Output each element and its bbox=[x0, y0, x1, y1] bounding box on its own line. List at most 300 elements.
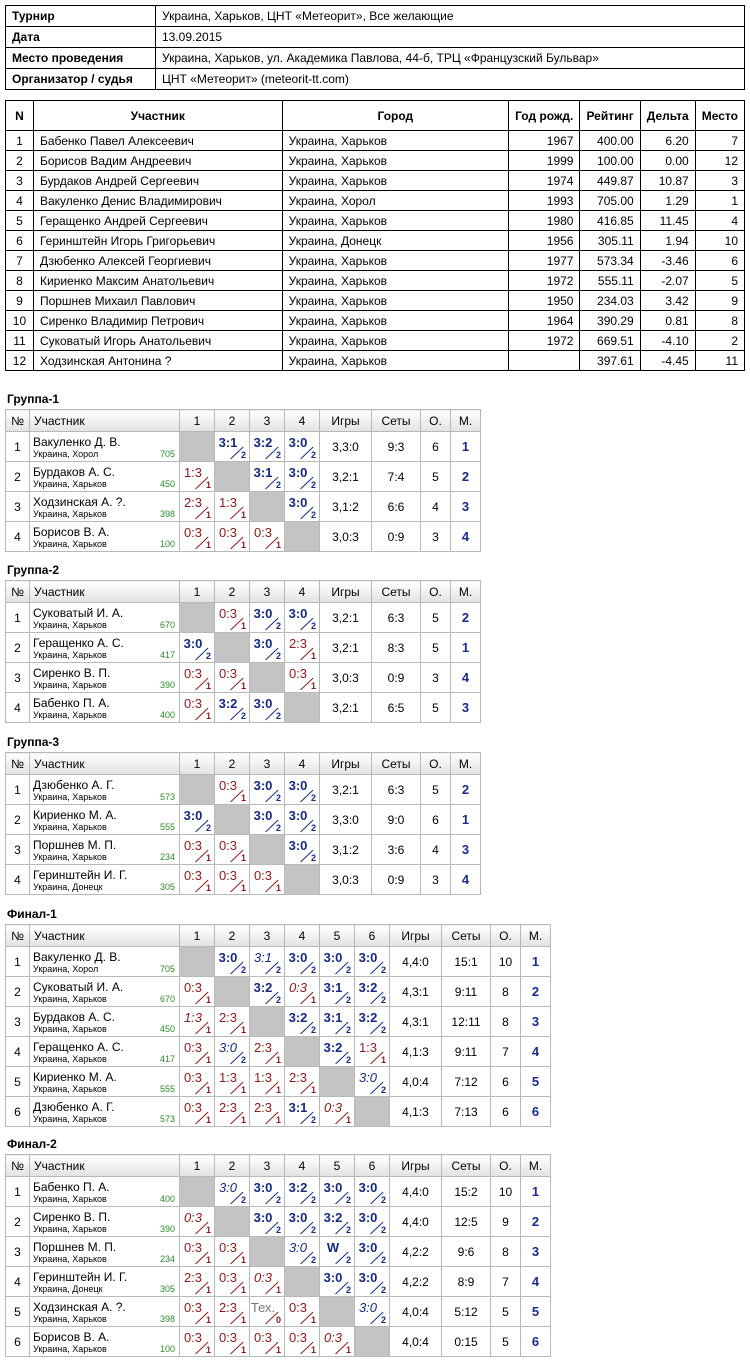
group-row bbox=[6, 1237, 551, 1267]
participant-cell: 4 bbox=[695, 211, 744, 231]
match-score bbox=[250, 1327, 284, 1356]
score-cell bbox=[215, 492, 250, 522]
sets-cell: 0:9 bbox=[372, 865, 421, 895]
sets-cell: 9:3 bbox=[372, 432, 421, 462]
sets-cell: 5:12 bbox=[442, 1297, 491, 1327]
participants-header-cell: Рейтинг bbox=[580, 101, 640, 131]
player-city: Украина, Харьков bbox=[33, 620, 107, 630]
player-cell bbox=[30, 865, 180, 895]
score-value: 3:0 bbox=[253, 1210, 273, 1225]
participant-cell: 8 bbox=[695, 311, 744, 331]
score-points: 1 bbox=[205, 1085, 211, 1095]
participant-cell: 7 bbox=[695, 131, 744, 151]
row-number: 3 bbox=[6, 663, 30, 693]
score-points: 1 bbox=[310, 1085, 316, 1095]
info-row bbox=[6, 48, 745, 69]
score-points: 1 bbox=[240, 510, 246, 520]
participant-cell: Украина, Харьков bbox=[282, 271, 508, 291]
participant-cell: 11.45 bbox=[640, 211, 695, 231]
participant-cell: 0.00 bbox=[640, 151, 695, 171]
score-points: 2 bbox=[240, 965, 246, 975]
score-points: 1 bbox=[205, 510, 211, 520]
place-cell: 4 bbox=[451, 522, 481, 552]
match-score bbox=[355, 947, 389, 976]
points-cell: 6 bbox=[491, 1097, 521, 1127]
participant-cell: 1950 bbox=[509, 291, 580, 311]
player-info bbox=[33, 710, 176, 720]
score-points: 1 bbox=[205, 1345, 211, 1355]
score-cell bbox=[355, 947, 390, 977]
score-points: 2 bbox=[275, 651, 281, 661]
participant-cell: 8 bbox=[6, 271, 34, 291]
match-score bbox=[285, 947, 319, 976]
player-info bbox=[33, 449, 176, 459]
match-score bbox=[355, 1037, 389, 1066]
score-value: 3:0 bbox=[288, 1240, 308, 1255]
group-header-sets: Сеты bbox=[372, 581, 421, 603]
place-cell: 5 bbox=[521, 1297, 551, 1327]
group-table bbox=[5, 409, 481, 552]
participant-cell: 390.29 bbox=[580, 311, 640, 331]
match-score bbox=[215, 1297, 249, 1326]
participant-cell: 573.34 bbox=[580, 251, 640, 271]
sets-cell: 9:11 bbox=[442, 1037, 491, 1067]
player-rating: 234 bbox=[159, 1254, 175, 1264]
score-cell bbox=[285, 1297, 320, 1327]
score-cell bbox=[215, 1267, 250, 1297]
player-city: Украина, Харьков bbox=[33, 1314, 107, 1324]
score-value: 3:0 bbox=[288, 778, 308, 793]
place-cell: 2 bbox=[451, 603, 481, 633]
player-rating: 417 bbox=[159, 650, 175, 660]
player-name: Борисов В. А. bbox=[33, 525, 110, 539]
score-cell bbox=[180, 603, 215, 633]
match-score bbox=[355, 1067, 389, 1096]
match-score bbox=[180, 492, 214, 521]
participant-cell: Бурдаков Андрей Сергеевич bbox=[33, 171, 282, 191]
participants-header-cell: N bbox=[6, 101, 34, 131]
match-score bbox=[250, 1177, 284, 1206]
group-header-points: О. bbox=[421, 581, 451, 603]
score-points: 2 bbox=[380, 965, 386, 975]
score-points: 2 bbox=[275, 995, 281, 1005]
score-points: 1 bbox=[380, 1055, 386, 1065]
match-score bbox=[320, 1037, 354, 1066]
match-score bbox=[215, 1327, 249, 1356]
score-value: 3:0 bbox=[358, 1180, 378, 1195]
score-points: 2 bbox=[310, 823, 316, 833]
player-city: Украина, Харьков bbox=[33, 792, 107, 802]
score-points: 2 bbox=[310, 853, 316, 863]
participant-cell: Поршнев Михаил Павлович bbox=[33, 291, 282, 311]
score-value: 0:3 bbox=[183, 1100, 203, 1115]
score-cell bbox=[320, 1067, 355, 1097]
match-score bbox=[215, 775, 249, 804]
player-rating: 555 bbox=[159, 1084, 175, 1094]
sets-cell: 6:3 bbox=[372, 775, 421, 805]
match-score bbox=[250, 1067, 284, 1096]
score-points: 2 bbox=[275, 1225, 281, 1235]
participant-cell: Украина, Харьков bbox=[282, 291, 508, 311]
row-number: 1 bbox=[6, 432, 30, 462]
participant-cell: 1 bbox=[6, 131, 34, 151]
score-value: 2:3 bbox=[218, 1100, 238, 1115]
score-value: 3:0 bbox=[288, 606, 308, 621]
match-score bbox=[250, 1037, 284, 1066]
player-cell bbox=[30, 1297, 180, 1327]
score-cell bbox=[180, 663, 215, 693]
participant-cell: 400.00 bbox=[580, 131, 640, 151]
participant-cell: Геринштейн Игорь Григорьевич bbox=[33, 231, 282, 251]
match-score bbox=[285, 462, 319, 491]
score-value: 3:0 bbox=[218, 950, 238, 965]
score-points: 2 bbox=[275, 480, 281, 490]
match-score bbox=[320, 1097, 354, 1126]
score-cell bbox=[215, 1207, 250, 1237]
participant-row bbox=[6, 151, 745, 171]
score-value: 3:0 bbox=[323, 1270, 343, 1285]
sets-cell: 15:1 bbox=[442, 947, 491, 977]
group-header-row bbox=[6, 1155, 551, 1177]
games-cell: 3,3:0 bbox=[320, 432, 372, 462]
place-cell: 2 bbox=[521, 1207, 551, 1237]
participant-cell: Геращенко Андрей Сергеевич bbox=[33, 211, 282, 231]
group-row bbox=[6, 432, 481, 462]
points-cell: 8 bbox=[491, 1237, 521, 1267]
score-cell bbox=[180, 462, 215, 492]
score-cell bbox=[180, 522, 215, 552]
score-value: 1:3 bbox=[218, 1070, 238, 1085]
participant-cell: 6 bbox=[6, 231, 34, 251]
score-value: 2:3 bbox=[218, 1300, 238, 1315]
row-number: 3 bbox=[6, 492, 30, 522]
score-value: 0:3 bbox=[183, 666, 203, 681]
score-cell bbox=[180, 1267, 215, 1297]
match-score bbox=[215, 603, 249, 632]
info-key: Организатор / судья bbox=[6, 69, 156, 90]
games-cell: 4,3:1 bbox=[390, 977, 442, 1007]
participant-cell: 1993 bbox=[509, 191, 580, 211]
match-score bbox=[355, 1207, 389, 1236]
group-row bbox=[6, 1327, 551, 1357]
match-score bbox=[215, 1097, 249, 1126]
score-value: 3:0 bbox=[253, 606, 273, 621]
participant-cell: Украина, Харьков bbox=[282, 171, 508, 191]
match-score bbox=[250, 633, 284, 662]
group-row bbox=[6, 805, 481, 835]
score-cell bbox=[215, 1007, 250, 1037]
score-points: 2 bbox=[380, 1025, 386, 1035]
score-value: 0:3 bbox=[253, 1270, 273, 1285]
sets-cell: 0:15 bbox=[442, 1327, 491, 1357]
row-number: 1 bbox=[6, 1177, 30, 1207]
group-header-opponent: 3 bbox=[250, 410, 285, 432]
points-cell: 3 bbox=[421, 663, 451, 693]
score-cell bbox=[285, 1237, 320, 1267]
group-header-sets: Сеты bbox=[372, 410, 421, 432]
score-points: 2 bbox=[240, 711, 246, 721]
games-cell: 3,0:3 bbox=[320, 522, 372, 552]
participant-cell: 12 bbox=[695, 151, 744, 171]
points-cell: 6 bbox=[491, 1067, 521, 1097]
group-row bbox=[6, 835, 481, 865]
row-number: 2 bbox=[6, 1207, 30, 1237]
score-value: 1:3 bbox=[218, 495, 238, 510]
score-cell bbox=[320, 1007, 355, 1037]
score-cell bbox=[250, 1267, 285, 1297]
player-city: Украина, Харьков bbox=[33, 1254, 107, 1264]
score-cell bbox=[285, 947, 320, 977]
score-cell bbox=[355, 977, 390, 1007]
participant-cell: 11 bbox=[695, 351, 744, 371]
match-score bbox=[285, 633, 319, 662]
participants-header-cell: Город bbox=[282, 101, 508, 131]
score-value: 0:3 bbox=[288, 980, 308, 995]
participant-cell: 5 bbox=[6, 211, 34, 231]
score-value: 0:3 bbox=[183, 1240, 203, 1255]
score-cell bbox=[285, 775, 320, 805]
player-rating: 705 bbox=[159, 964, 175, 974]
participant-cell: 1999 bbox=[509, 151, 580, 171]
score-points: 2 bbox=[345, 995, 351, 1005]
score-points: 1 bbox=[275, 1345, 281, 1355]
player-city: Украина, Харьков bbox=[33, 1084, 107, 1094]
group-header-opponent: 4 bbox=[285, 925, 320, 947]
group-row bbox=[6, 947, 551, 977]
match-score bbox=[250, 865, 284, 894]
score-cell bbox=[320, 1267, 355, 1297]
group-table bbox=[5, 924, 551, 1127]
score-cell bbox=[250, 1237, 285, 1267]
match-score bbox=[250, 432, 284, 461]
score-cell bbox=[215, 693, 250, 723]
group-header-name: Участник bbox=[30, 753, 180, 775]
participant-cell: Украина, Харьков bbox=[282, 211, 508, 231]
player-rating: 705 bbox=[159, 449, 175, 459]
row-number: 4 bbox=[6, 865, 30, 895]
score-value: 3:0 bbox=[218, 1180, 238, 1195]
score-points: 2 bbox=[240, 1055, 246, 1065]
group-header-opponent: 2 bbox=[215, 581, 250, 603]
score-cell bbox=[250, 663, 285, 693]
player-info bbox=[33, 1284, 176, 1294]
player-name: Кириенко М. А. bbox=[33, 1070, 117, 1084]
score-cell bbox=[180, 1007, 215, 1037]
participant-cell: Украина, Харьков bbox=[282, 311, 508, 331]
player-info bbox=[33, 539, 176, 549]
player-city: Украина, Донецк bbox=[33, 882, 103, 892]
match-score bbox=[250, 947, 284, 976]
score-value: 0:3 bbox=[183, 1070, 203, 1085]
match-score bbox=[250, 1297, 284, 1326]
score-cell bbox=[285, 462, 320, 492]
group-row bbox=[6, 492, 481, 522]
match-score bbox=[285, 805, 319, 834]
score-value: 1:3 bbox=[183, 1010, 203, 1025]
match-score bbox=[355, 977, 389, 1006]
score-cell bbox=[215, 1177, 250, 1207]
player-rating: 398 bbox=[159, 509, 175, 519]
group-row bbox=[6, 1297, 551, 1327]
score-cell bbox=[215, 1297, 250, 1327]
player-cell bbox=[30, 522, 180, 552]
score-cell bbox=[250, 603, 285, 633]
score-points: 2 bbox=[275, 823, 281, 833]
group-header-games: Игры bbox=[320, 581, 372, 603]
player-cell bbox=[30, 1237, 180, 1267]
score-value: Тех. bbox=[250, 1300, 276, 1315]
row-number: 4 bbox=[6, 693, 30, 723]
score-cell bbox=[215, 805, 250, 835]
games-cell: 3,3:0 bbox=[320, 805, 372, 835]
score-points: 1 bbox=[205, 540, 211, 550]
match-score bbox=[285, 1177, 319, 1206]
player-city: Украина, Харьков bbox=[33, 822, 107, 832]
place-cell: 3 bbox=[521, 1237, 551, 1267]
group-row bbox=[6, 522, 481, 552]
score-points: 2 bbox=[345, 1195, 351, 1205]
player-cell bbox=[30, 1177, 180, 1207]
participant-row bbox=[6, 291, 745, 311]
group-row bbox=[6, 1037, 551, 1067]
games-cell: 3,1:2 bbox=[320, 492, 372, 522]
player-name: Сиренко В. П. bbox=[33, 1210, 111, 1224]
score-points: 1 bbox=[275, 1085, 281, 1095]
place-cell: 5 bbox=[521, 1067, 551, 1097]
player-info bbox=[33, 1344, 176, 1354]
score-cell bbox=[250, 835, 285, 865]
info-row bbox=[6, 27, 745, 48]
place-cell: 2 bbox=[451, 462, 481, 492]
row-number: 5 bbox=[6, 1297, 30, 1327]
participant-cell: Украина, Донецк bbox=[282, 231, 508, 251]
score-value: 0:3 bbox=[323, 1100, 343, 1115]
match-score bbox=[180, 1067, 214, 1096]
player-cell bbox=[30, 1097, 180, 1127]
participant-cell: Бабенко Павел Алексеевич bbox=[33, 131, 282, 151]
sets-cell: 9:0 bbox=[372, 805, 421, 835]
score-value: 2:3 bbox=[183, 1270, 203, 1285]
match-score bbox=[180, 865, 214, 894]
match-score bbox=[215, 663, 249, 692]
group-header-points: О. bbox=[421, 410, 451, 432]
participant-cell: Борисов Вадим Андреевич bbox=[33, 151, 282, 171]
player-info bbox=[33, 509, 176, 519]
group-title: Финал-2 bbox=[7, 1137, 57, 1151]
score-points: 2 bbox=[310, 1195, 316, 1205]
player-name: Геращенко А. С. bbox=[33, 636, 124, 650]
group-header-opponent: 4 bbox=[285, 1155, 320, 1177]
score-cell bbox=[250, 693, 285, 723]
score-cell bbox=[285, 1267, 320, 1297]
group-header-opponent: 2 bbox=[215, 925, 250, 947]
place-cell: 3 bbox=[451, 835, 481, 865]
player-cell bbox=[30, 1327, 180, 1357]
match-score bbox=[355, 1297, 389, 1326]
player-name: Сиренко В. П. bbox=[33, 666, 111, 680]
score-cell bbox=[180, 633, 215, 663]
group-header-points: О. bbox=[491, 925, 521, 947]
score-points: 1 bbox=[275, 1055, 281, 1065]
group-header-opponent: 3 bbox=[250, 581, 285, 603]
match-score bbox=[285, 775, 319, 804]
score-cell bbox=[250, 1067, 285, 1097]
player-cell bbox=[30, 977, 180, 1007]
participant-cell: Вакуленко Денис Владимирович bbox=[33, 191, 282, 211]
score-points: 1 bbox=[240, 540, 246, 550]
score-points: 2 bbox=[275, 711, 281, 721]
group-header-opponent: 1 bbox=[180, 410, 215, 432]
match-score bbox=[285, 1327, 319, 1356]
score-points: 2 bbox=[275, 793, 281, 803]
score-value: 3:2 bbox=[253, 435, 273, 450]
participant-cell: Украина, Харьков bbox=[282, 251, 508, 271]
match-score bbox=[215, 432, 249, 461]
participant-cell: 1956 bbox=[509, 231, 580, 251]
group-row bbox=[6, 865, 481, 895]
participants-header-cell: Дельта bbox=[640, 101, 695, 131]
points-cell: 5 bbox=[421, 775, 451, 805]
score-value: 3:0 bbox=[253, 636, 273, 651]
participant-cell: 416.85 bbox=[580, 211, 640, 231]
score-points: 1 bbox=[240, 1285, 246, 1295]
player-rating: 573 bbox=[159, 792, 175, 802]
score-points: 1 bbox=[240, 681, 246, 691]
player-rating: 400 bbox=[159, 1194, 175, 1204]
player-cell bbox=[30, 1267, 180, 1297]
score-points: 1 bbox=[345, 1115, 351, 1125]
player-info bbox=[33, 1114, 176, 1124]
score-value: 0:3 bbox=[288, 1300, 308, 1315]
score-value: 3:0 bbox=[218, 1040, 238, 1055]
player-rating: 670 bbox=[159, 620, 175, 630]
score-points: 2 bbox=[345, 965, 351, 975]
games-cell: 4,0:4 bbox=[390, 1327, 442, 1357]
row-number: 6 bbox=[6, 1097, 30, 1127]
place-cell: 4 bbox=[521, 1037, 551, 1067]
group-header-games: Игры bbox=[320, 410, 372, 432]
games-cell: 3,2:1 bbox=[320, 775, 372, 805]
place-cell: 1 bbox=[451, 805, 481, 835]
score-points: 2 bbox=[310, 1255, 316, 1265]
score-cell bbox=[215, 947, 250, 977]
games-cell: 3,2:1 bbox=[320, 693, 372, 723]
group-row bbox=[6, 603, 481, 633]
score-cell bbox=[180, 805, 215, 835]
score-value: 0:3 bbox=[183, 838, 203, 853]
group-header-opponent: 3 bbox=[250, 753, 285, 775]
participant-cell: 6.20 bbox=[640, 131, 695, 151]
score-cell bbox=[285, 603, 320, 633]
score-value: 0:3 bbox=[253, 868, 273, 883]
player-city: Украина, Харьков bbox=[33, 1194, 107, 1204]
score-value: 3:2 bbox=[323, 1210, 343, 1225]
group-header-name: Участник bbox=[30, 581, 180, 603]
place-cell: 4 bbox=[451, 663, 481, 693]
score-value: 3:0 bbox=[183, 808, 203, 823]
match-score bbox=[250, 1207, 284, 1236]
score-points: 1 bbox=[310, 1345, 316, 1355]
points-cell: 6 bbox=[421, 432, 451, 462]
score-value: 2:3 bbox=[183, 495, 203, 510]
row-number: 4 bbox=[6, 522, 30, 552]
player-name: Поршнев М. П. bbox=[33, 838, 117, 852]
score-cell bbox=[180, 492, 215, 522]
group-header-opponent: 1 bbox=[180, 581, 215, 603]
match-score bbox=[285, 663, 319, 692]
participant-row bbox=[6, 131, 745, 151]
player-rating: 555 bbox=[159, 822, 175, 832]
